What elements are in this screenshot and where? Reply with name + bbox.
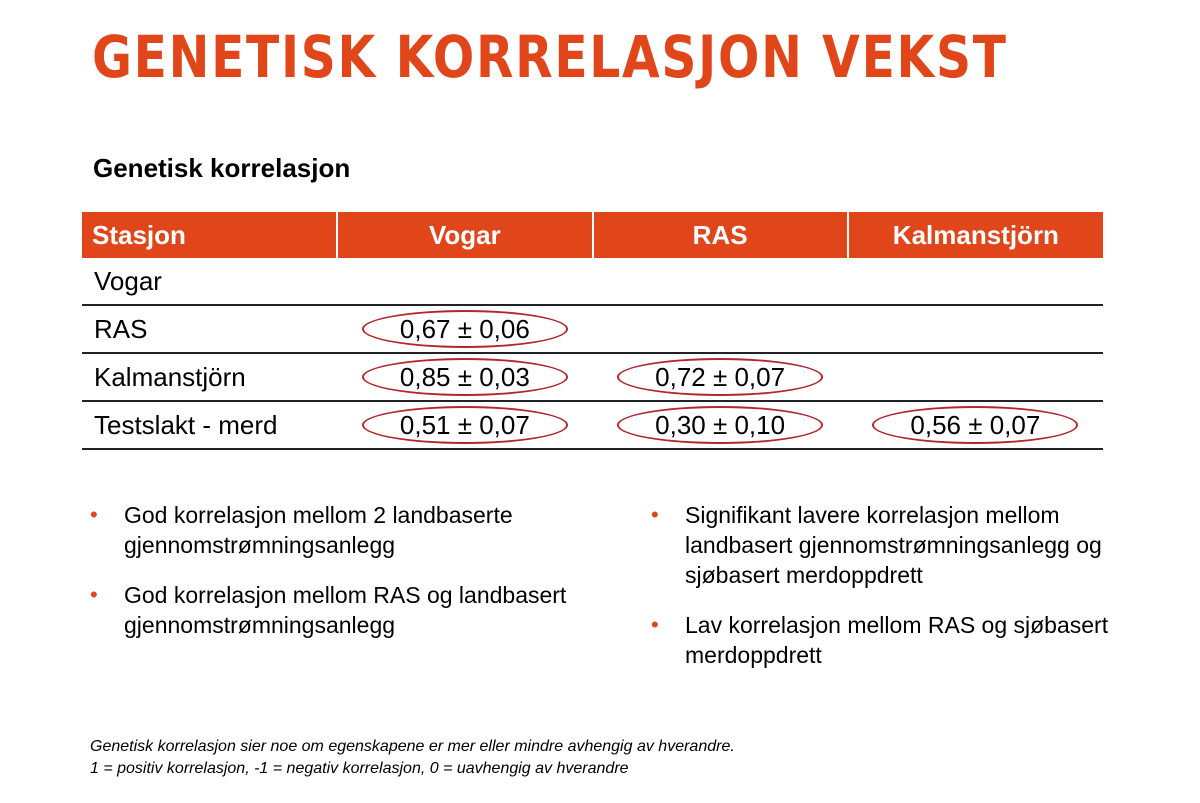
bullet-dot: • [651, 502, 659, 527]
right-bullet-list [651, 500, 1171, 690]
table-header-row [82, 212, 1103, 258]
correlation-value [396, 314, 534, 345]
value-text: 0,30 ± 0,10 [655, 409, 786, 440]
table-row [82, 353, 1103, 401]
table-row [82, 305, 1103, 353]
table-cell [593, 353, 848, 401]
bullet-text: Signifikant lavere korrelasjon mellom landbasert gjennomstrømningsanlegg og sjøbasert merdoppdrett [685, 502, 1102, 588]
table-cell [337, 305, 592, 353]
footnote [90, 736, 735, 780]
table-row [82, 401, 1103, 449]
bullet-dot: • [90, 582, 98, 607]
correlation-table [82, 212, 1103, 450]
row-label: Vogar [82, 258, 337, 305]
header-ras: RAS [593, 212, 848, 258]
table-cell [593, 305, 848, 353]
correlation-value [396, 410, 534, 441]
value-text: 0,85 ± 0,03 [399, 361, 530, 392]
table-cell [848, 401, 1103, 449]
header-vogar: Vogar [337, 212, 592, 258]
value-text: 0,67 ± 0,06 [399, 313, 530, 344]
correlation-value [906, 410, 1044, 441]
footnote-line: 1 = positiv korrelasjon, -1 = negativ korrelasjon, 0 = uavhengig av hverandre [90, 760, 629, 777]
header-stasjon: Stasjon [82, 212, 337, 258]
table-cell [593, 258, 848, 305]
bullet-dot: • [90, 502, 98, 527]
table-row [82, 258, 1103, 305]
table-cell [848, 353, 1103, 401]
value-text: 0,51 ± 0,07 [399, 409, 530, 440]
correlation-value [396, 362, 534, 393]
bullet-text: God korrelasjon mellom RAS og landbasert gjennomstrømningsanlegg [124, 582, 567, 638]
bullet-item [90, 500, 630, 560]
footnote-line: Genetisk korrelasjon sier noe om egenskapene er mer eller mindre avhengig av hverandre. [90, 738, 735, 755]
row-label: Testslakt - merd [82, 401, 337, 449]
correlation-value [651, 410, 789, 441]
row-label: Kalmanstjörn [82, 353, 337, 401]
bullet-dot: • [651, 612, 659, 637]
value-text: 0,56 ± 0,07 [910, 409, 1041, 440]
bullet-item [651, 500, 1171, 590]
table-cell [593, 401, 848, 449]
bullet-text: God korrelasjon mellom 2 landbaserte gjennomstrømningsanlegg [124, 502, 513, 558]
bullet-text: Lav korrelasjon mellom RAS og sjøbasert merdoppdrett [685, 612, 1109, 668]
section-subtitle: Genetisk korrelasjon [93, 153, 351, 183]
bullet-item [90, 580, 630, 640]
header-kalmanstjorn: Kalmanstjörn [848, 212, 1103, 258]
value-text: 0,72 ± 0,07 [655, 361, 786, 392]
table-cell [337, 258, 592, 305]
correlation-value [651, 362, 789, 393]
page-title: GENETISK KORRELASJON VEKST [92, 23, 1008, 91]
table-cell [848, 258, 1103, 305]
table-cell [337, 353, 592, 401]
table-cell [848, 305, 1103, 353]
row-label: RAS [82, 305, 337, 353]
left-bullet-list [90, 500, 630, 660]
bullet-item [651, 610, 1171, 670]
table-cell [337, 401, 592, 449]
